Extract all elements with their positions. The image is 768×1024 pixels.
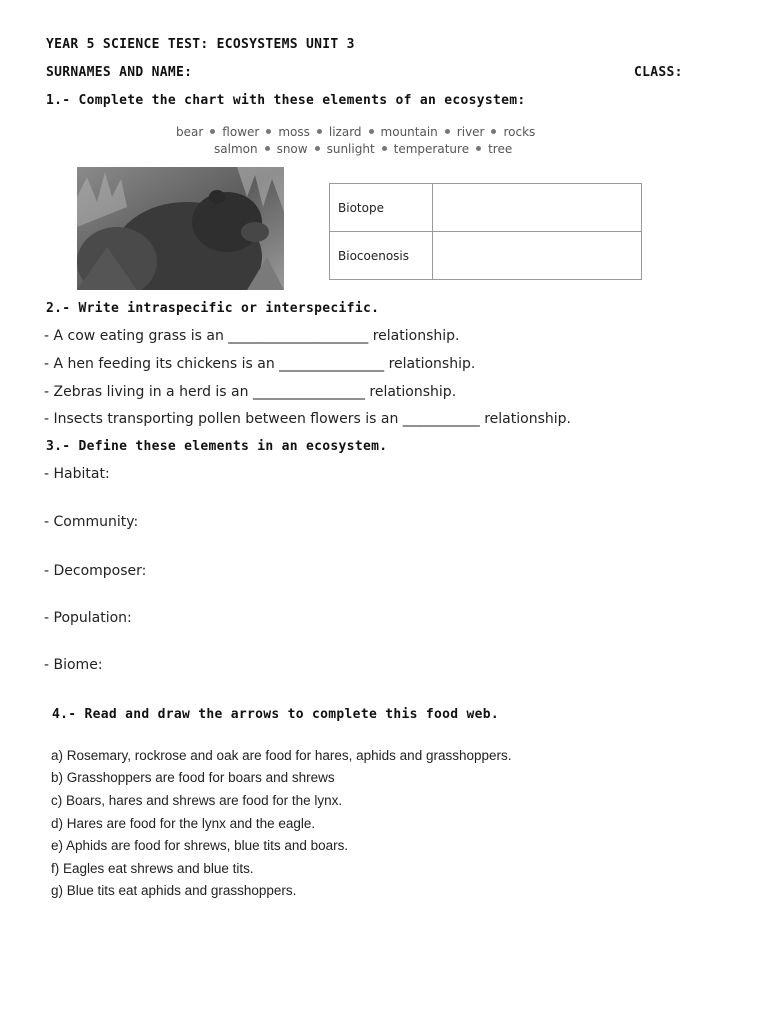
bullet-icon	[315, 146, 320, 151]
table-row	[330, 184, 642, 232]
q4-statement-c: c) Boars, hares and shrews are food for the lynx.	[51, 793, 343, 808]
biotope-label: Biotope	[330, 184, 433, 232]
q4-statement-e: e) Aphids are food for shrews, blue tits and boars.	[51, 838, 349, 853]
word: flower	[222, 125, 260, 139]
ecosystem-chart	[329, 183, 642, 280]
bullet-icon	[369, 129, 374, 134]
word: temperature	[393, 142, 470, 156]
q4-statement-g: g) Blue tits eat aphids and grasshoppers.	[51, 883, 297, 898]
bullet-icon	[210, 129, 215, 134]
biocoenosis-label: Biocoenosis	[330, 232, 433, 280]
q3-habitat: - Habitat:	[44, 466, 110, 482]
q4-statement-a: a) Rosemary, rockrose and oak are food for hares, aphids and grasshoppers.	[51, 748, 512, 763]
bear-photo	[77, 167, 284, 290]
bullet-icon	[445, 129, 450, 134]
q4-statement-d: d) Hares are food for the lynx and the eagle.	[51, 816, 316, 831]
bullet-icon	[266, 129, 271, 134]
wordbank-row-1	[176, 125, 535, 139]
q3-biome: - Biome:	[44, 657, 103, 673]
word: snow	[276, 142, 308, 156]
bullet-icon	[491, 129, 496, 134]
q2-heading: 2.- Write intraspecific or interspecific.	[46, 301, 380, 316]
bullet-icon	[317, 129, 322, 134]
q4-statement-b: b) Grasshoppers are food for boars and shrews	[51, 770, 335, 785]
bullet-icon	[265, 146, 270, 151]
word: tree	[488, 142, 513, 156]
q3-decomposer: - Decomposer:	[44, 563, 147, 579]
name-label: SURNAMES AND NAME:	[46, 65, 193, 80]
q3-population: - Population:	[44, 610, 132, 626]
biocoenosis-answer-cell[interactable]	[433, 232, 642, 280]
q2-line-1: - A cow eating grass is an ____________________ relationship.	[44, 328, 460, 344]
bear-photo-icon	[77, 167, 284, 290]
q2-line-3: - Zebras living in a herd is an ________________ relationship.	[44, 384, 457, 400]
word: rocks	[503, 125, 536, 139]
word: salmon	[214, 142, 258, 156]
bullet-icon	[476, 146, 481, 151]
q4-heading: 4.- Read and draw the arrows to complete this food web.	[52, 707, 499, 722]
q3-community: - Community:	[44, 514, 139, 530]
bullet-icon	[382, 146, 387, 151]
class-label: CLASS:	[634, 65, 683, 80]
q2-line-2: - A hen feeding its chickens is an _______________ relationship.	[44, 356, 476, 372]
word: bear	[176, 125, 204, 139]
q2-line-4: - Insects transporting pollen between flowers is an ___________ relationship.	[44, 411, 571, 427]
wordbank-row-2	[214, 142, 512, 156]
word: moss	[278, 125, 310, 139]
q4-statement-f: f) Eagles eat shrews and blue tits.	[51, 861, 254, 876]
q1-heading: 1.- Complete the chart with these elements of an ecosystem:	[46, 93, 526, 108]
test-title: YEAR 5 SCIENCE TEST: ECOSYSTEMS UNIT 3	[46, 37, 355, 52]
word: river	[456, 125, 485, 139]
word: sunlight	[326, 142, 375, 156]
table-row	[330, 232, 642, 280]
word: lizard	[328, 125, 362, 139]
q3-heading: 3.- Define these elements in an ecosystem.	[46, 439, 388, 454]
biotope-answer-cell[interactable]	[433, 184, 642, 232]
word: mountain	[380, 125, 438, 139]
